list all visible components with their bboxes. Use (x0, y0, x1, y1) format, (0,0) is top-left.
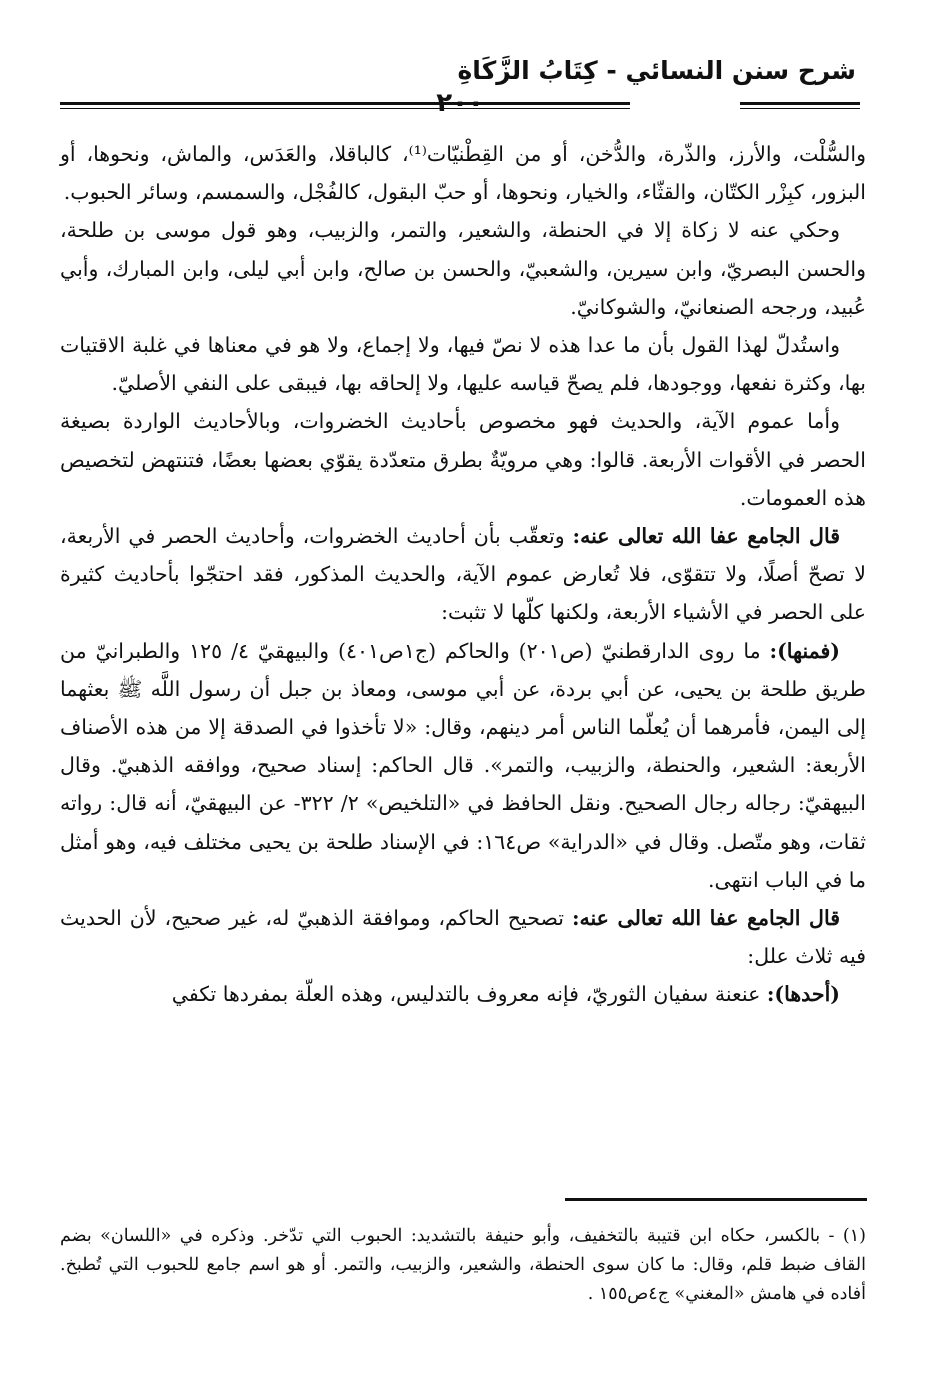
paragraph-lead: (أحدها): (766, 982, 840, 1007)
paragraph-text: وأما عموم الآية، والحديث فهو مخصوص بأحاديث الخضروات، وبالأحاديث الواردة بصيغة الحصر في الأقوات الأربعة. قالوا: وهي مرويّةٌ بطرق متعدّدة يقوّي بعضها بعضًا، فتنتهض لتخصيص هذه العمومات. (60, 409, 866, 510)
page-number: ٢٠٠ (436, 88, 484, 118)
paragraph-lead: قال الجامع عفا الله تعالى عنه: (572, 524, 840, 549)
paragraph-text: والسُّلْت، والأرز، والذّرة، والدُّخن، أو من القِطْنيّات⁽¹⁾، كالباقلا، والعَدَس، والماش، ونحوها، أو البزور، كبِزْر الكتّان، والقثّاء، والخيار، ونحوها، أو حبّ البقول، كالفُجْل، والسمسم، وسائر الحبوب. (60, 142, 866, 205)
paragraph-text: عنعنة سفيان الثوريّ، فإنه معروف بالتدليس، وهذه العلّة بمفردها تكفي (171, 982, 767, 1007)
paragraph (60, 975, 866, 1013)
footnotes (60, 1222, 866, 1309)
paragraph-text: ما روى الدارقطنيّ (ص٢٠١) والحاكم (ج١ص٤٠١) والبيهقيّ ٤/ ١٢٥ والطبرانيّ من طريق طلحة بن يحيى، عن أبي بردة، عن أبي موسى، ومعاذ بن جبل أن رسول اللَّه ﷺ بعثهما إلى اليمن، فأمرهما أن يُعلّما الناس أمر دينهم، وقال: «لا تأخذوا في الصدقة إلا من هذه الأصناف الأربعة: الشعير، والحنطة، والزبيب، والتمر». قال الحاكم: إسناد صحيح، ووافقه الذهبيّ. وقال البيهقيّ: رجاله رجال الصحيح. ونقل الحافظ في «التلخيص» ٢/ ٣٢٢- عن البيهقيّ، أنه قال: رواته ثقات، وهو متّصل. وقال في «الدراية» ص١٦٤: في الإسناد طلحة بن يحيى مختلف فيه، وهو أمثل ما في الباب انتهى. (60, 638, 866, 892)
paragraph (60, 402, 866, 517)
paragraph (60, 326, 866, 402)
paragraph-lead: قال الجامع عفا الله تعالى عنه: (571, 906, 840, 931)
paragraph-lead: (فمنها): (769, 638, 840, 663)
footnote: (١) - بالكسر، حكاه ابن قتيبة بالتخفيف، وأبو حنيفة بالتشديد: الحبوب التي تدّخر. وذكره في «اللسان» بضم القاف ضبط قلم، وقال: ما كان سوى الحنطة، والشعير، والزبيب، والتمر. أو هو اسم جامع للحبوب التي تُطبخ. أفاده في هامش «المغني» ج٤ص١٥٥ . (60, 1226, 866, 1304)
paragraph (60, 517, 866, 632)
footnote-separator (565, 1198, 867, 1201)
page-header (60, 48, 860, 138)
paragraph-text: واستُدلّ لهذا القول بأن ما عدا هذه لا نصّ فيها، ولا إجماع، ولا هو في معناها في غلبة الاقتيات بها، وكثرة نفعها، ووجودها، فلم يصحّ قياسه عليها، ولا إلحاقه بها، فيبقى على النفي الأصليّ. (60, 333, 866, 396)
main-text (60, 135, 866, 1014)
running-title: شرح سنن النسائي - كِتَابُ الزَّكَاةِ (457, 56, 856, 85)
header-rule-right (740, 102, 860, 109)
paragraph (60, 135, 866, 211)
paragraph (60, 899, 866, 975)
paragraph (60, 632, 866, 899)
paragraph-text: وتعقّب بأن أحاديث الخضروات، وأحاديث الحصر في الأربعة، لا تصحّ أصلًا، ولا تتقوّى، فلا تُعارض عموم الآية، والحديث المذكور، فقد احتجّوا بأحاديث كثيرة على الحصر في الأشياء الأربعة، ولكنها كلّها لا تثبت: (60, 524, 866, 625)
paragraph (60, 211, 866, 326)
paragraph-text: وحكي عنه لا زكاة إلا في الحنطة، والشعير، والتمر، والزبيب، وهو قول موسى بن طلحة، والحسن البصريّ، وابن سيرين، والشعبيّ، والحسن بن صالح، وابن أبي ليلى، وابن المبارك، وأبي عُبيد، ورجحه الصنعانيّ، والشوكانيّ. (60, 218, 866, 319)
paragraph-text: تصحيح الحاكم، وموافقة الذهبيّ له، غير صحيح، لأن الحديث فيه ثلاث علل: (60, 906, 866, 969)
